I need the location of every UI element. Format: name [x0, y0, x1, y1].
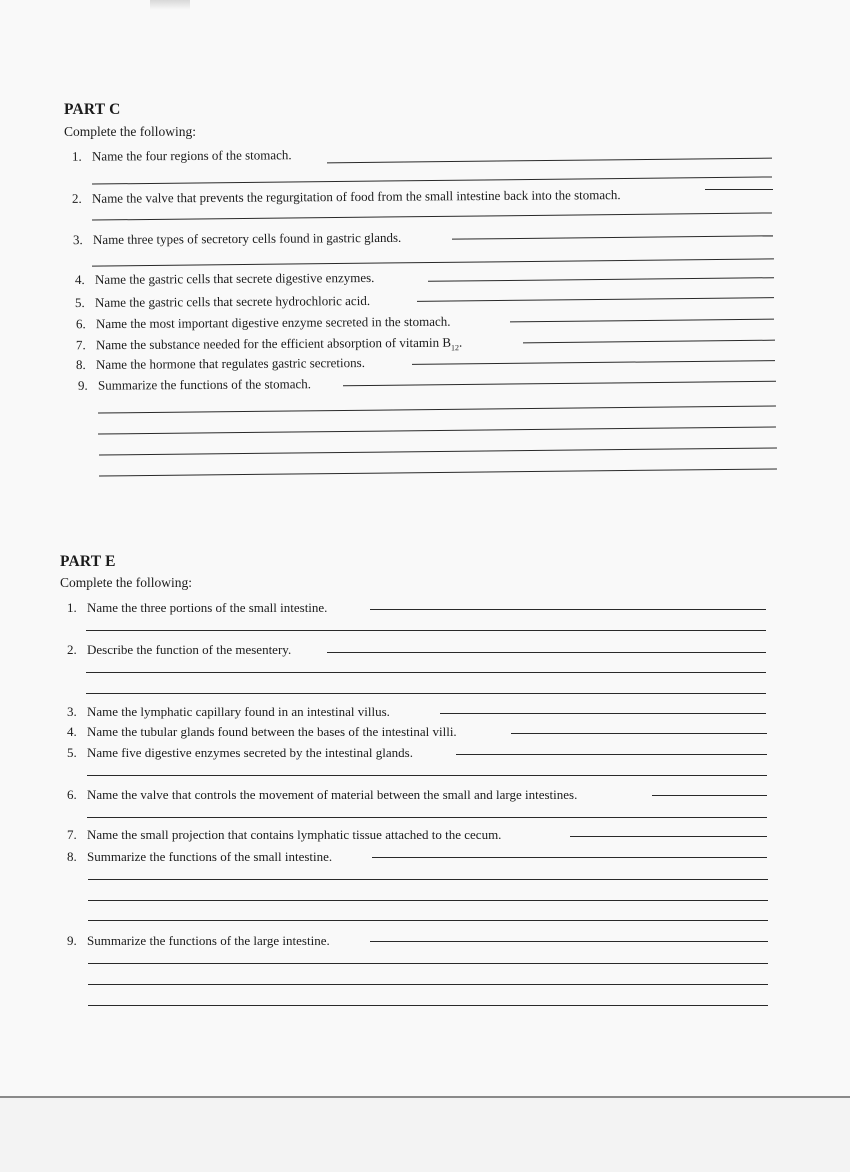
scan-shadow — [150, 0, 190, 10]
answer-line[interactable] — [86, 693, 766, 694]
answer-line[interactable] — [412, 360, 775, 365]
answer-line[interactable] — [570, 836, 767, 837]
answer-line[interactable] — [99, 468, 777, 476]
answer-line[interactable] — [428, 277, 774, 282]
answer-line[interactable] — [523, 340, 775, 344]
answer-line[interactable] — [88, 963, 768, 964]
answer-line[interactable] — [88, 984, 768, 985]
part-e-question-5: 5. Name five digestive enzymes secreted by the intestinal glands. — [67, 745, 413, 760]
answer-line[interactable] — [511, 733, 767, 734]
part-c-question-7: 7. Name the substance needed for the efficient absorption of vitamin $B_{12}$. — [75, 334, 463, 353]
part-c-question-3: 3. Name three types of secretory cells found in gastric glands. — [72, 229, 402, 248]
part-c-question-9: 9. Summarize the functions of the stomach. — [77, 376, 312, 393]
answer-line[interactable] — [88, 920, 768, 921]
answer-line[interactable] — [87, 817, 767, 818]
answer-line[interactable] — [510, 319, 774, 323]
answer-line[interactable] — [370, 941, 768, 942]
part-c-question-1: 1. Name the four regions of the stomach. — [71, 147, 292, 164]
part-e-question-7: 7. Name the small projection that contains lymphatic tissue attached to the cecum. — [67, 827, 502, 842]
part-e-question-3: 3. Name the lymphatic capillary found in an intestinal villus. — [67, 704, 390, 719]
answer-line[interactable] — [372, 857, 767, 858]
part-c-title: PART C — [64, 101, 121, 118]
part-c-question-8: 8. Name the hormone that regulates gastric secretions. — [75, 354, 365, 373]
part-c-instruction: Complete the following: — [64, 124, 196, 139]
answer-line[interactable] — [456, 754, 767, 755]
answer-line[interactable] — [88, 900, 768, 901]
answer-line[interactable] — [440, 713, 766, 714]
part-c-question-2: 2. Name the valve that prevents the regurgitation of food from the small intestine back into the stomach. — [71, 187, 621, 206]
answer-line[interactable] — [88, 879, 768, 880]
answer-line[interactable] — [87, 775, 767, 776]
answer-line[interactable] — [370, 609, 766, 610]
part-e-question-4: 4. Name the tubular glands found between the bases of the intestinal villi. — [67, 724, 457, 739]
answer-line[interactable] — [92, 176, 772, 184]
answer-line[interactable] — [327, 652, 766, 653]
part-c-question-4: 4. Name the gastric cells that secrete digestive enzymes. — [74, 269, 375, 288]
scanner-bed-edge — [0, 1096, 850, 1172]
answer-line[interactable] — [86, 630, 766, 631]
answer-line[interactable] — [652, 795, 767, 796]
answer-line[interactable] — [452, 235, 773, 239]
part-c-question-6: 6. Name the most important digestive enzyme secreted in the stomach. — [75, 313, 451, 332]
answer-line[interactable] — [86, 672, 766, 673]
part-c-question-5: 5. Name the gastric cells that secrete hydrochloric acid. — [74, 292, 371, 311]
part-e-instruction: Complete the following: — [60, 575, 192, 590]
part-e-question-9: 9. Summarize the functions of the large intestine. — [67, 933, 330, 948]
part-e-title: PART E — [60, 553, 116, 570]
answer-line[interactable] — [99, 447, 777, 455]
answer-line[interactable] — [88, 1005, 768, 1006]
part-e-question-2: 2. Describe the function of the mesentery. — [67, 642, 292, 657]
part-e-question-1: 1. Name the three portions of the small intestine. — [67, 600, 328, 615]
answer-line[interactable] — [417, 297, 774, 302]
answer-line[interactable] — [92, 258, 774, 266]
part-e-question-8: 8. Summarize the functions of the small intestine. — [67, 849, 333, 864]
answer-line[interactable] — [327, 158, 772, 164]
answer-line[interactable] — [98, 426, 776, 434]
answer-line[interactable] — [98, 405, 776, 413]
part-e-question-6: 6. Name the valve that controls the movement of material between the small and large intestines. — [67, 787, 578, 802]
answer-line[interactable] — [343, 381, 776, 387]
answer-line[interactable] — [92, 212, 772, 220]
answer-line[interactable] — [705, 189, 773, 190]
